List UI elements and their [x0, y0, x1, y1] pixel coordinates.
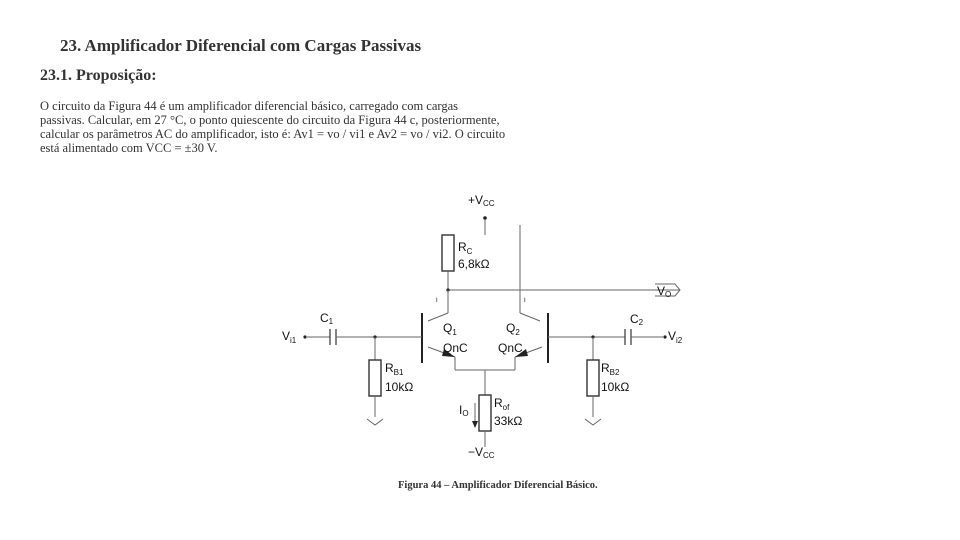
rc-value-label: 6,8kΩ: [458, 257, 490, 271]
q1-model-label: QnC: [443, 341, 468, 355]
vi1-label: $V_{i1}$: [282, 329, 297, 345]
rc-resistor: [442, 235, 454, 271]
q2-model-label: QnC: [498, 341, 523, 355]
rb2-value-label: 10kΩ: [601, 380, 630, 394]
vo-label: VO: [657, 284, 672, 299]
paragraph-line-3: calcular os parâmetros AC do amplificador, isto é: Av1 = vo / vi1 e Av2 = vo / vi2. O circuito: [40, 127, 506, 141]
io-arrow: [472, 421, 478, 428]
paragraph-line-2: passivas. Calcular, em 27 °C, o ponto quiescente do circuito da Figura 44 c, posteriormente,: [40, 113, 500, 127]
problem-paragraph: [40, 99, 536, 155]
rof-resistor: [479, 395, 491, 431]
section-heading: 23. Amplificador Diferencial com Cargas Passivas: [60, 36, 422, 55]
ic1-mark: I: [436, 298, 438, 304]
q2-name-label: $Q_2$: [506, 321, 520, 337]
rof-value-label: 33kΩ: [494, 414, 523, 428]
vcc-neg-label: −VCC: [468, 445, 495, 460]
subsection-heading: 23.1. Proposição:: [40, 67, 157, 84]
q1-name-label: $Q_1$: [443, 321, 457, 337]
rof-name-label: $R_{of}$: [494, 396, 510, 412]
rb2-name-label: $R_{B2}$: [601, 361, 620, 377]
rb1-resistor: [369, 360, 381, 396]
rb1-name-label: $R_{B1}$: [385, 361, 404, 377]
rb1-value-label: 10kΩ: [385, 380, 414, 394]
ic2-mark: I: [524, 298, 526, 304]
io-label: IO: [459, 403, 469, 418]
figure-caption: Figura 44 – Amplificador Diferencial Básico.: [398, 480, 598, 491]
c1-label: C1: [320, 311, 334, 326]
vi2-label: $V_{i2}$: [668, 329, 683, 345]
c2-label: C2: [630, 312, 644, 327]
rb2-resistor: [587, 360, 599, 396]
rc-name-label: $R_C$: [458, 240, 473, 256]
vcc-pos-label: +VCC: [468, 193, 495, 208]
paragraph-line-4: está alimentado com VCC = ±30 V.: [40, 141, 218, 155]
paragraph-line-1: O circuito da Figura 44 é um amplificador diferencial básico, carregado com cargas: [40, 99, 458, 113]
circuit-diagram: [270, 185, 710, 465]
